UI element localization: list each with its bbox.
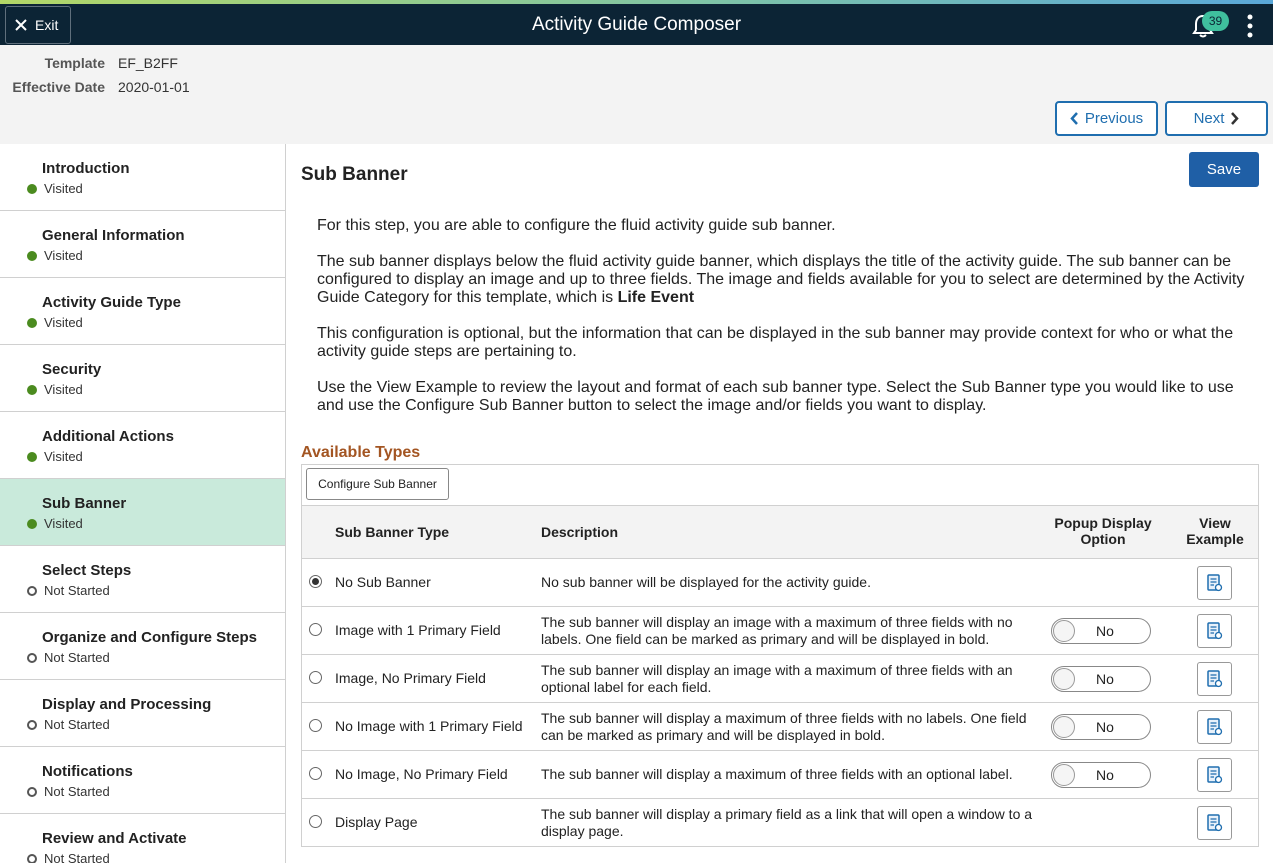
app-title: Activity Guide Composer: [531, 14, 742, 35]
step-status: Visited: [44, 516, 83, 531]
document-view-icon: [1207, 718, 1223, 736]
description-text: The sub banner displays below the fluid activity guide banner, which displays the title of the activity guide. The sub banner can be configured to display an image and up to three fields. The image and fields available for you to select are determined by the Activity Guide Category for this template, which is: [317, 253, 1245, 306]
column-header-description: Description: [541, 524, 619, 540]
popup-display-toggle[interactable]: [1051, 666, 1151, 692]
step-status: Not Started: [44, 851, 110, 863]
step-status: Visited: [44, 181, 83, 196]
column-header-view-line2: Example: [1186, 531, 1244, 547]
template-label: Template: [44, 55, 105, 71]
sidebar-item-display-processing[interactable]: [0, 680, 285, 747]
row-radio-button[interactable]: [309, 767, 322, 780]
step-name: Additional Actions: [42, 428, 174, 445]
intro-paragraph: For this step, you are able to configure the fluid activity guide sub banner.: [317, 217, 836, 234]
grid-header: [302, 505, 1258, 559]
sub-banner-types-grid: [301, 464, 1259, 847]
table-row: [302, 559, 1258, 607]
sidebar-item-security[interactable]: [0, 345, 285, 412]
sidebar-item-additional-actions[interactable]: [0, 412, 285, 479]
document-view-icon: [1207, 574, 1223, 592]
chevron-left-icon: [1070, 112, 1079, 125]
effective-date-label: Effective Date: [12, 79, 105, 95]
row-radio-button[interactable]: [309, 575, 322, 588]
step-name: Select Steps: [42, 562, 132, 579]
document-view-icon: [1207, 814, 1223, 832]
row-description: The sub banner will display an image with a maximum of three fields with an optional label for each field.: [541, 662, 1013, 695]
not-started-status-icon: [27, 653, 37, 663]
toggle-label: No: [1096, 767, 1114, 783]
row-type: Display Page: [335, 814, 418, 830]
column-header-popup: [1041, 515, 1165, 547]
template-info-panel: [0, 45, 1273, 144]
popup-display-toggle[interactable]: [1051, 714, 1151, 740]
row-description: No sub banner will be displayed for the activity guide.: [541, 574, 871, 590]
step-status: Visited: [44, 315, 83, 330]
document-view-icon: [1207, 766, 1223, 784]
step-name: Review and Activate: [42, 830, 187, 847]
configure-sub-banner-button[interactable]: Configure Sub Banner: [306, 468, 449, 500]
toggle-label: No: [1096, 623, 1114, 639]
toggle-label: No: [1096, 719, 1114, 735]
step-status: Visited: [44, 382, 83, 397]
step-name: Display and Processing: [42, 696, 212, 713]
column-header-view-line1: View: [1199, 515, 1231, 531]
document-view-icon: [1207, 670, 1223, 688]
not-started-status-icon: [27, 854, 37, 863]
view-example-button[interactable]: [1197, 758, 1232, 792]
not-started-status-icon: [27, 787, 37, 797]
column-header-popup-line1: Popup Display: [1054, 515, 1152, 531]
table-row: [302, 607, 1258, 655]
popup-display-toggle[interactable]: [1051, 618, 1151, 644]
table-row: [302, 751, 1258, 799]
toggle-label: No: [1096, 671, 1114, 687]
visited-status-icon: [27, 318, 37, 328]
row-radio-button[interactable]: [309, 623, 322, 636]
view-example-button[interactable]: [1197, 806, 1232, 840]
visited-status-icon: [27, 452, 37, 462]
step-status: Not Started: [44, 650, 110, 665]
step-name: Security: [42, 361, 102, 378]
notification-count-badge[interactable]: 39: [1202, 11, 1229, 31]
column-header-popup-line2: Option: [1080, 531, 1126, 547]
sidebar-item-activity-guide-type[interactable]: [0, 278, 285, 345]
sidebar-item-sub-banner[interactable]: [0, 479, 285, 546]
main-content: [287, 144, 1273, 863]
popup-display-toggle[interactable]: [1051, 762, 1151, 788]
more-options-icon[interactable]: [1240, 12, 1260, 40]
category-value: Life Event: [617, 289, 695, 306]
row-radio-button[interactable]: [309, 719, 322, 732]
row-radio-button[interactable]: [309, 671, 322, 684]
visited-status-icon: [27, 519, 37, 529]
sidebar-item-notifications[interactable]: [0, 747, 285, 814]
step-status: Visited: [44, 449, 83, 464]
instructions-paragraph: Use the View Example to review the layout and format of each sub banner type. Select the Sub Banner type you would like to use and use the Configure Sub Banner button to select the image and/or fields you want to display.: [317, 379, 1234, 414]
view-example-button[interactable]: [1197, 614, 1232, 648]
step-status: Not Started: [44, 784, 110, 799]
step-name: Introduction: [42, 160, 130, 177]
step-name: Organize and Configure Steps: [42, 629, 258, 646]
row-description: The sub banner will display a maximum of three fields with an optional label.: [541, 766, 1013, 782]
previous-button[interactable]: [1055, 101, 1158, 136]
document-view-icon: [1207, 622, 1223, 640]
sidebar-item-select-steps[interactable]: [0, 546, 285, 613]
row-type: No Image with 1 Primary Field: [335, 718, 523, 734]
sidebar-item-organize-configure-steps[interactable]: [0, 613, 285, 680]
step-name: Notifications: [42, 763, 133, 780]
row-radio-button[interactable]: [309, 815, 322, 828]
optional-paragraph: This configuration is optional, but the information that can be displayed in the sub banner may provide context for who or what the activity guide steps are pertaining to.: [317, 325, 1234, 360]
view-example-button[interactable]: [1197, 566, 1232, 600]
previous-label: Previous: [1084, 110, 1144, 127]
step-name: Activity Guide Type: [42, 294, 181, 311]
step-name: Sub Banner: [42, 495, 127, 512]
exit-label: Exit: [35, 17, 59, 33]
sidebar-item-review-activate[interactable]: [0, 814, 285, 863]
step-status: Not Started: [44, 583, 110, 598]
step-status: Not Started: [44, 717, 110, 732]
not-started-status-icon: [27, 720, 37, 730]
visited-status-icon: [27, 385, 37, 395]
view-example-button[interactable]: [1197, 710, 1232, 744]
table-row: [302, 703, 1258, 751]
page-title: Sub Banner: [301, 164, 408, 185]
row-type: No Image, No Primary Field: [335, 766, 508, 782]
template-value: EF_B2FF: [118, 55, 178, 71]
save-button[interactable]: Save: [1189, 152, 1259, 187]
sidebar-item-general-information[interactable]: [0, 211, 285, 278]
column-header-type: Sub Banner Type: [335, 524, 450, 540]
column-header-view: [1174, 515, 1256, 547]
next-button[interactable]: [1165, 101, 1268, 136]
row-description: The sub banner will display an image with a maximum of three fields with no labels. One field can be marked as primary and will be displayed in bold.: [541, 614, 1013, 647]
sidebar-item-introduction[interactable]: [0, 144, 285, 211]
row-description: The sub banner will display a primary field as a link that will open a window to a display page.: [541, 806, 1033, 839]
table-row: [302, 799, 1258, 847]
row-type: Image with 1 Primary Field: [335, 622, 501, 638]
row-description: The sub banner will display a maximum of three fields with no labels. One field can be marked as primary and will be displayed in bold.: [541, 710, 1027, 743]
visited-status-icon: [27, 251, 37, 261]
next-label: Next: [1193, 110, 1225, 127]
visited-status-icon: [27, 184, 37, 194]
not-started-status-icon: [27, 586, 37, 596]
app-banner: [0, 4, 1273, 45]
view-example-button[interactable]: [1197, 662, 1232, 696]
step-name: General Information: [42, 227, 185, 244]
description-paragraph: [317, 253, 1247, 307]
row-type: No Sub Banner: [335, 574, 431, 590]
row-type: Image, No Primary Field: [335, 670, 486, 686]
available-types-title: Available Types: [301, 444, 421, 461]
step-status: Visited: [44, 248, 83, 263]
chevron-right-icon: [1230, 112, 1239, 125]
effective-date-value: 2020-01-01: [118, 79, 190, 95]
table-row: [302, 655, 1258, 703]
steps-sidebar: [0, 144, 286, 863]
